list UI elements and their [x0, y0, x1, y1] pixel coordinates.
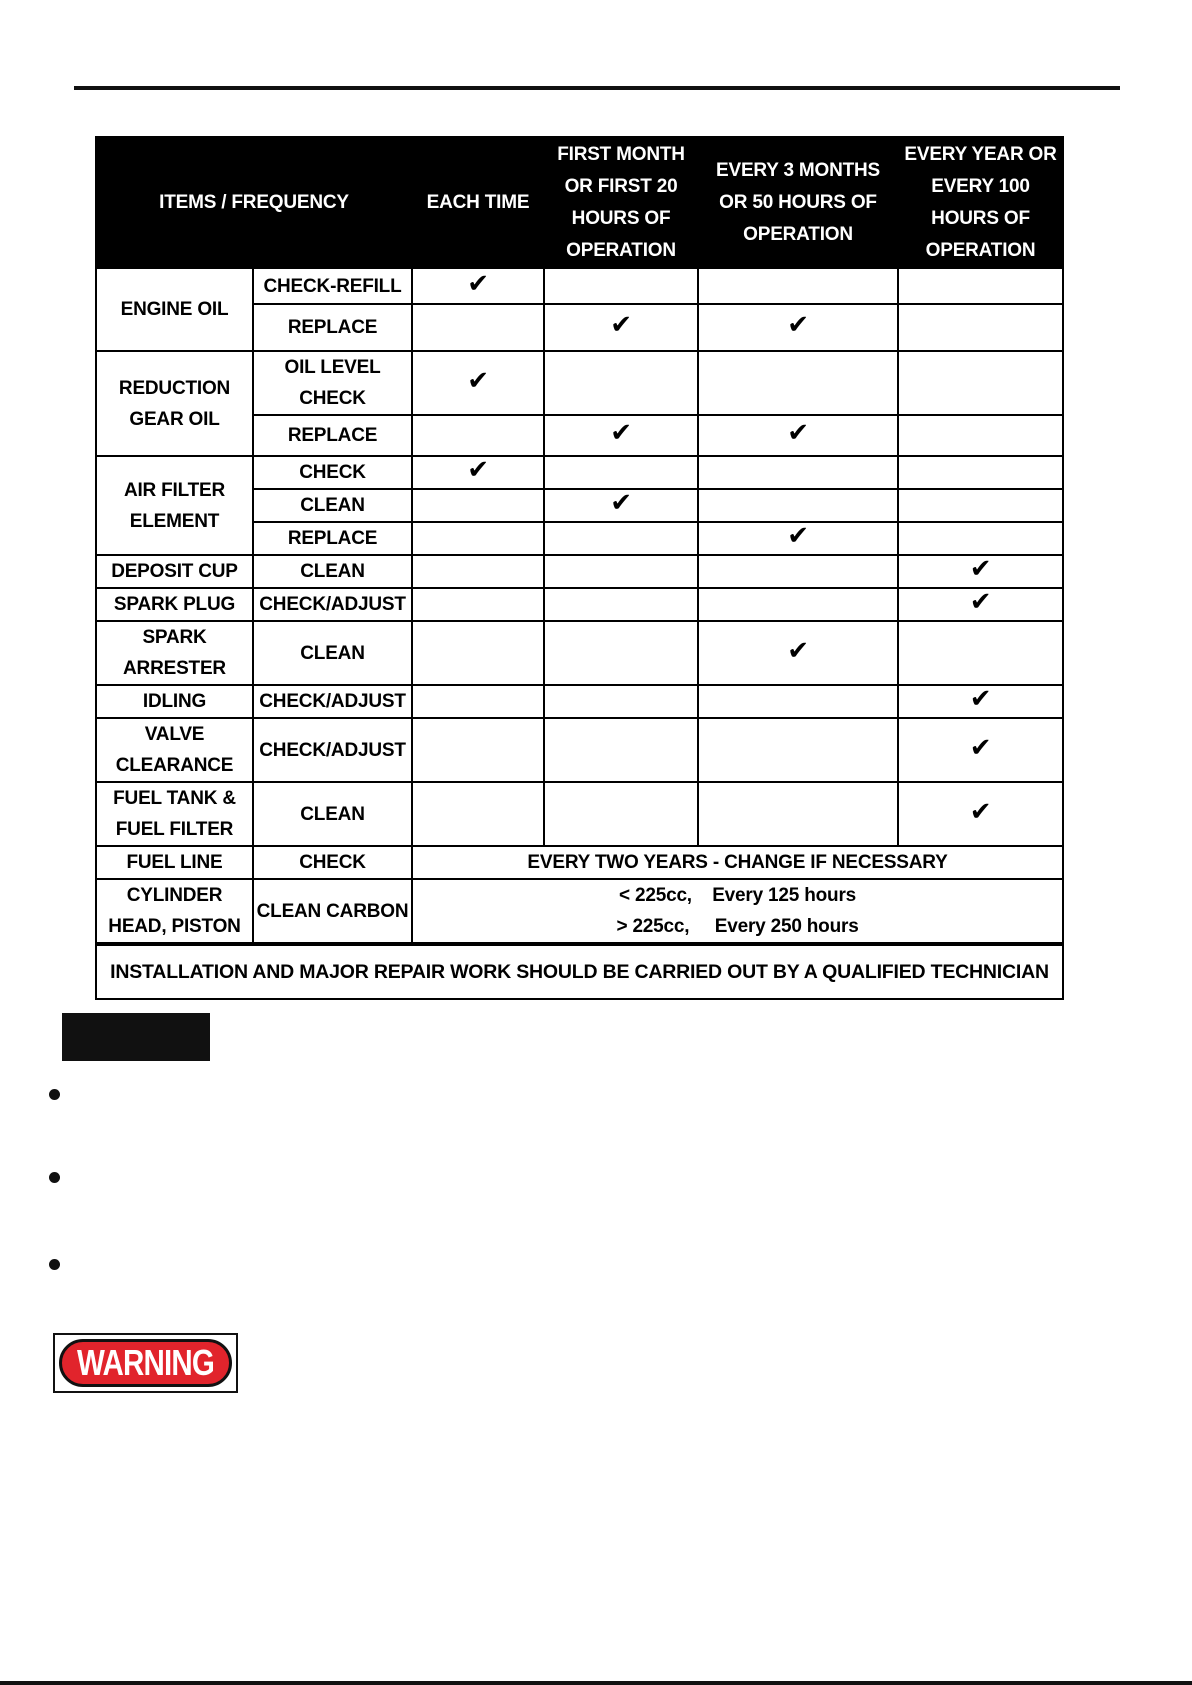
empty-cell	[698, 685, 898, 718]
item-line: HEAD, PISTON	[108, 916, 241, 937]
empty-cell	[698, 456, 898, 489]
empty-cell	[412, 415, 544, 456]
note-below-225cc: < 225cc, Every 125 hours	[619, 885, 857, 906]
empty-cell	[412, 718, 544, 782]
note-above-225cc: > 225cc, Every 250 hours	[616, 916, 859, 937]
item-deposit-cup: DEPOSIT CUP	[96, 555, 253, 588]
warning-pill	[59, 1339, 232, 1387]
item-line: REDUCTION	[118, 377, 231, 399]
footer-row	[96, 944, 1063, 999]
check-mark-icon: ✔	[467, 456, 489, 484]
check-mark-icon: ✔	[610, 489, 632, 517]
item-reduction-gear-oil	[96, 351, 253, 456]
empty-cell	[412, 782, 544, 846]
action-line: OIL LEVEL	[284, 357, 381, 378]
empty-cell	[698, 588, 898, 621]
header-line: EVERY 3 MONTHS	[716, 159, 881, 181]
action-clean: CLEAN	[253, 555, 412, 588]
empty-cell	[544, 621, 698, 685]
header-first-month	[544, 137, 698, 268]
table-row	[96, 621, 1063, 685]
section-heading-bar	[62, 1013, 210, 1061]
header-line: OPERATION	[743, 223, 853, 245]
action-check-adjust: CHECK/ADJUST	[253, 588, 412, 621]
item-fuel-line: FUEL LINE	[96, 846, 253, 879]
item-engine-oil: ENGINE OIL	[96, 268, 253, 351]
table-row	[96, 456, 1063, 489]
action-check: CHECK	[253, 846, 412, 879]
check-cell	[698, 304, 898, 351]
empty-cell	[898, 268, 1063, 304]
empty-cell	[898, 351, 1063, 415]
table-row	[96, 718, 1063, 782]
check-cell	[412, 268, 544, 304]
header-row	[96, 137, 1063, 268]
header-line: OR FIRST 20	[564, 175, 678, 197]
check-cell	[412, 456, 544, 489]
empty-cell	[544, 718, 698, 782]
action-oil-level-check	[253, 351, 412, 415]
empty-cell	[544, 588, 698, 621]
empty-cell	[898, 304, 1063, 351]
empty-cell	[698, 555, 898, 588]
action-check-refill: CHECK-REFILL	[253, 268, 412, 304]
table-row	[96, 879, 1063, 944]
header-line: HOURS OF	[571, 207, 671, 229]
check-mark-icon: ✔	[787, 309, 809, 339]
check-mark-icon: ✔	[969, 555, 992, 583]
empty-cell	[698, 268, 898, 304]
action-line: CHECK	[299, 388, 366, 409]
table-row	[96, 685, 1063, 718]
empty-cell	[544, 555, 698, 588]
empty-cell	[544, 268, 698, 304]
item-line: ARRESTER	[123, 658, 226, 679]
empty-cell	[412, 304, 544, 351]
check-mark-icon: ✔	[610, 417, 632, 447]
empty-cell	[412, 685, 544, 718]
check-mark-icon: ✔	[787, 634, 809, 665]
item-line: CYLINDER	[126, 885, 223, 906]
item-line: FUEL TANK &	[113, 788, 236, 809]
item-spark-arrester	[96, 621, 253, 685]
header-line: HOURS OF	[931, 207, 1030, 229]
check-cell	[898, 588, 1063, 621]
empty-cell	[898, 621, 1063, 685]
empty-cell	[544, 522, 698, 555]
warning-label: WARNING	[77, 1342, 214, 1383]
empty-cell	[698, 351, 898, 415]
action-check: CHECK	[253, 456, 412, 489]
action-replace: REPLACE	[253, 304, 412, 351]
header-line: EVERY YEAR OR	[904, 143, 1057, 165]
header-every-year	[898, 137, 1063, 268]
empty-cell	[544, 685, 698, 718]
check-mark-icon: ✔	[969, 731, 992, 762]
bottom-rule	[0, 1681, 1192, 1685]
item-spark-plug: SPARK PLUG	[96, 588, 253, 621]
maintenance-schedule-table	[95, 136, 1064, 1000]
item-line: AIR FILTER	[123, 479, 226, 501]
cylinder-head-note	[412, 879, 1063, 944]
empty-cell	[898, 415, 1063, 456]
warning-badge	[53, 1333, 238, 1393]
check-cell	[898, 685, 1063, 718]
bullet-icon	[49, 1089, 60, 1100]
header-line: FIRST MONTH	[557, 143, 685, 165]
item-line: ELEMENT	[129, 510, 220, 532]
empty-cell	[898, 522, 1063, 555]
table-row	[96, 555, 1063, 588]
empty-cell	[412, 621, 544, 685]
empty-cell	[412, 588, 544, 621]
item-line: GEAR OIL	[129, 408, 220, 430]
action-check-adjust: CHECK/ADJUST	[253, 718, 412, 782]
header-each-time: EACH TIME	[412, 137, 544, 268]
check-mark-icon: ✔	[787, 417, 809, 447]
check-mark-icon: ✔	[610, 309, 632, 339]
item-line: VALVE	[144, 724, 205, 745]
table-row	[96, 846, 1063, 879]
check-cell	[698, 621, 898, 685]
check-mark-icon: ✔	[467, 268, 489, 298]
check-cell	[698, 415, 898, 456]
action-clean-carbon: CLEAN CARBON	[253, 879, 412, 944]
empty-cell	[544, 456, 698, 489]
action-clean: CLEAN	[253, 489, 412, 522]
empty-cell	[544, 782, 698, 846]
check-mark-icon: ✔	[969, 588, 992, 616]
check-cell	[898, 555, 1063, 588]
action-replace: REPLACE	[253, 415, 412, 456]
empty-cell	[412, 555, 544, 588]
action-check-adjust: CHECK/ADJUST	[253, 685, 412, 718]
empty-cell	[544, 351, 698, 415]
header-line: EVERY 100	[931, 175, 1030, 197]
check-mark-icon: ✔	[969, 795, 992, 826]
empty-cell	[412, 489, 544, 522]
action-clean: CLEAN	[253, 782, 412, 846]
bullet-icon	[49, 1172, 60, 1183]
item-idling: IDLING	[96, 685, 253, 718]
header-items-frequency: ITEMS / FREQUENCY	[96, 137, 412, 268]
check-mark-icon: ✔	[969, 685, 992, 713]
check-mark-icon: ✔	[787, 522, 809, 550]
check-cell	[544, 415, 698, 456]
empty-cell	[898, 456, 1063, 489]
check-cell	[544, 304, 698, 351]
action-replace: REPLACE	[253, 522, 412, 555]
check-cell	[698, 522, 898, 555]
empty-cell	[412, 522, 544, 555]
fuel-line-note: EVERY TWO YEARS - CHANGE IF NECESSARY	[412, 846, 1063, 879]
item-fuel-tank-filter	[96, 782, 253, 846]
empty-cell	[698, 489, 898, 522]
item-line: FUEL FILTER	[115, 819, 234, 840]
table-row	[96, 351, 1063, 415]
table-row	[96, 268, 1063, 304]
table-footer-note: INSTALLATION AND MAJOR REPAIR WORK SHOULD BE CARRIED OUT BY A QUALIFIED TECHNICIAN	[96, 944, 1063, 999]
check-cell	[544, 489, 698, 522]
bullet-icon	[49, 1259, 60, 1270]
item-line: CLEARANCE	[115, 755, 234, 776]
header-line: OR 50 HOURS OF	[719, 191, 877, 213]
check-cell	[412, 351, 544, 415]
item-air-filter-element	[96, 456, 253, 555]
header-line: OPERATION	[566, 239, 676, 261]
table-row	[96, 782, 1063, 846]
item-line: SPARK	[142, 627, 207, 648]
check-cell	[898, 718, 1063, 782]
empty-cell	[898, 489, 1063, 522]
top-rule	[74, 86, 1120, 90]
check-mark-icon: ✔	[467, 364, 489, 395]
item-cylinder-head-piston	[96, 879, 253, 944]
table-row	[96, 588, 1063, 621]
empty-cell	[698, 782, 898, 846]
empty-cell	[698, 718, 898, 782]
header-line: OPERATION	[925, 239, 1036, 261]
check-cell	[898, 782, 1063, 846]
action-clean: CLEAN	[253, 621, 412, 685]
header-every-3-months	[698, 137, 898, 268]
item-valve-clearance	[96, 718, 253, 782]
